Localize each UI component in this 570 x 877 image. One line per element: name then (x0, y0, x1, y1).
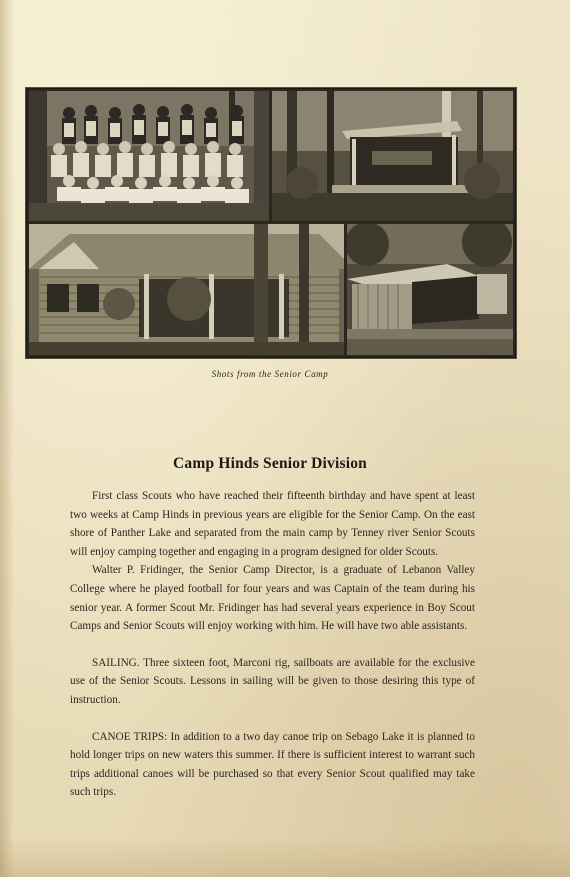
photo-caption: Shots from the Senior Camp (211, 369, 329, 379)
photo-group-of-scouts (29, 91, 269, 221)
section-title: Camp Hinds Senior Division (173, 455, 367, 472)
article-body (70, 487, 475, 802)
photo-lean-to-shelter (272, 91, 513, 221)
paragraph-sailing: SAILING. Three sixteen foot, Marconi rig, sailboats are available for the exclusive use of the Senior Scouts. Lessons in sailing will be given to those desiring this type of instruction. (70, 656, 475, 706)
paragraph-canoe-trips: CANOE TRIPS: In addition to a two day canoe trip on Sebago Lake it is planned to hold longer trips on new waters this summer. If there is sufficient interest to warrant such trips additional canoes will be purchased so that every Senior Scout qualified may take such trips. (70, 730, 475, 799)
photo-collage (26, 88, 516, 358)
photo-cabin-by-water (347, 224, 513, 355)
paragraph-camp-director: Walter P. Fridinger, the Senior Camp Director, is a graduate of Lebanon Valley College where he played football for four years and was Captain of the team during his senior year. A former Scout Mr. Fridinger has had several years experience in Boy Scout Camps and Senior Scouts will enjoy working with him. He will have two able assistants. (70, 564, 475, 633)
photo-wooden-lodge (29, 224, 344, 355)
paragraph-eligibility: First class Scouts who have reached their fifteenth birthday and have spent at least two weeks at Camp Hinds in previous years are eligible for the Senior Camp. On the east shore of Panther Lake and separated from the main camp by Tenney river Senior Scouts will enjoy camping together and engaging in a program designed for older Scouts. (70, 490, 475, 558)
